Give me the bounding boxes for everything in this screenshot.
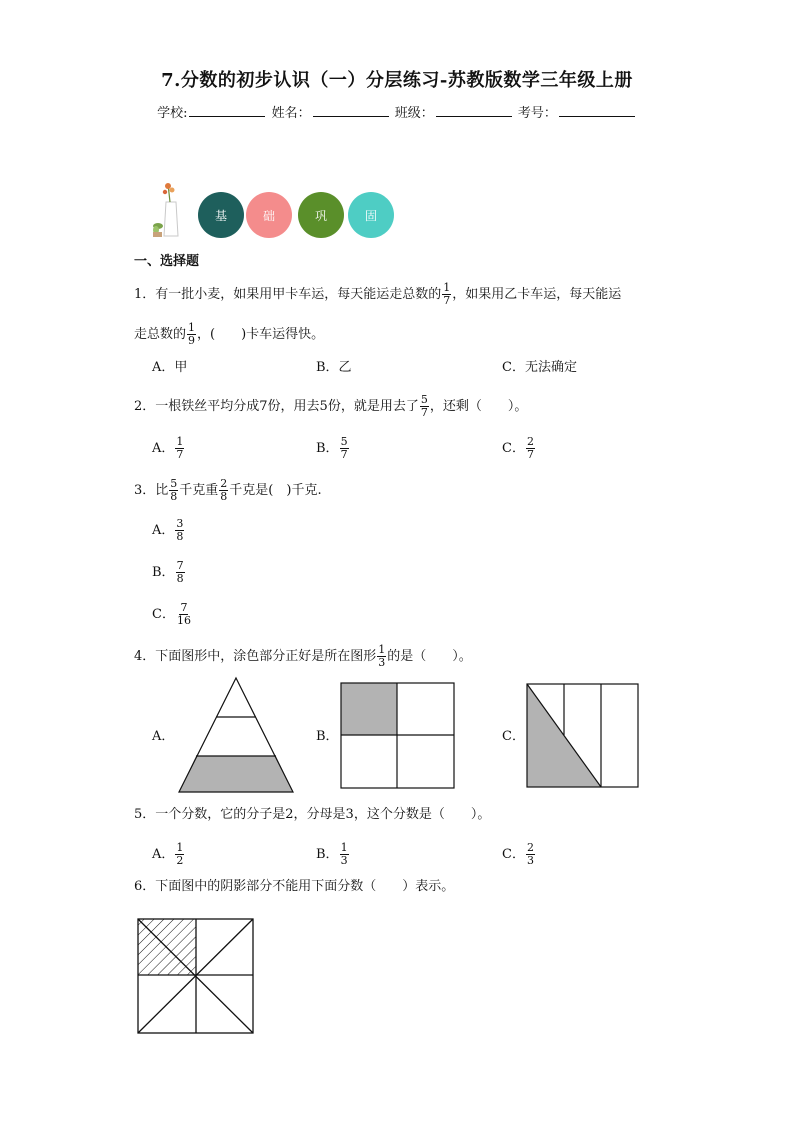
q4-option-b-label[interactable]: B． [316,729,339,744]
q3-option-b[interactable]: B． $\frac{7}{8}$ [152,559,184,585]
school-label: 学校: [157,106,188,121]
fraction: $\frac{1}{9}$ [188,321,196,347]
q4-option-c-label[interactable]: C． [502,729,525,744]
banner-circle-ji: 基 [198,192,244,238]
q2-option-b[interactable]: B． $\frac{5}{7}$ [316,435,348,461]
fraction: $\frac{5}{7}$ [420,393,428,419]
name-label: 姓名： [271,106,311,121]
q5-option-c[interactable]: C． $\frac{2}{3}$ [502,841,534,867]
fraction: $\frac{1}{7}$ [443,281,451,307]
banner-circle-gu: 固 [348,192,394,238]
question-1-line-2: 走总数的 $\frac{1}{9}$ ，( )卡车运得快。 [134,321,325,347]
rectangle-figure [526,683,640,789]
triangle-figure [176,676,296,796]
vase-plant-icon [148,180,188,240]
question-3: 3．比 $\frac{5}{8}$ 千克重 $\frac{2}{8}$ 千克是( )千克. [134,477,322,503]
section-title: 一、选择题 [134,254,200,269]
q3-option-a[interactable]: A． $\frac{3}{8}$ [152,517,184,543]
question-6: 6．下面图中的阴影部分不能用下面分数（ ）表示。 [134,879,455,894]
banner-circle-gong: 巩 [298,192,344,238]
page-title: 7.分数的初步认识（一）分层练习-苏教版数学三年级上册 [161,70,633,91]
number-blank[interactable] [559,104,635,117]
banner-circle-chu: 础 [246,192,292,238]
q5-option-a[interactable]: A． $\frac{1}{2}$ [152,841,184,867]
question-5: 5．一个分数，它的分子是2，分母是3，这个分数是（ ）。 [134,807,491,822]
q2-option-c[interactable]: C． $\frac{2}{7}$ [502,435,534,461]
q1-option-a[interactable]: A．甲 [152,360,188,375]
q1-option-b[interactable]: B．乙 [316,360,352,375]
hatched-square-figure [136,917,256,1037]
number-label: 考号： [517,106,557,121]
student-info-line [0,102,794,121]
question-1-line-1: 1．有一批小麦，如果用甲卡车运，每天能运走总数的 $\frac{1}{7}$ ，如果用乙卡车运，每天能运 [134,281,622,307]
square-grid-figure [340,682,456,790]
q1-option-c[interactable]: C．无法确定 [502,360,577,375]
q3-option-c[interactable]: C． $\frac{7}{16}$ [152,601,191,627]
q4-option-a-label[interactable]: A． [152,729,175,744]
q5-option-b[interactable]: B． $\frac{1}{3}$ [316,841,348,867]
class-blank[interactable] [436,104,512,117]
q2-option-a[interactable]: A． $\frac{1}{7}$ [152,435,184,461]
name-blank[interactable] [313,104,389,117]
question-2: 2．一根铁丝平均分成7份，用去5份，就是用去了 $\frac{5}{7}$ ，还剩（ ）。 [134,393,528,419]
class-label: 班级： [394,106,434,121]
question-4: 4．下面图形中，涂色部分正好是所在图形 $\frac{1}{3}$ 的是（ ）。 [134,643,472,669]
school-blank[interactable] [189,104,265,117]
